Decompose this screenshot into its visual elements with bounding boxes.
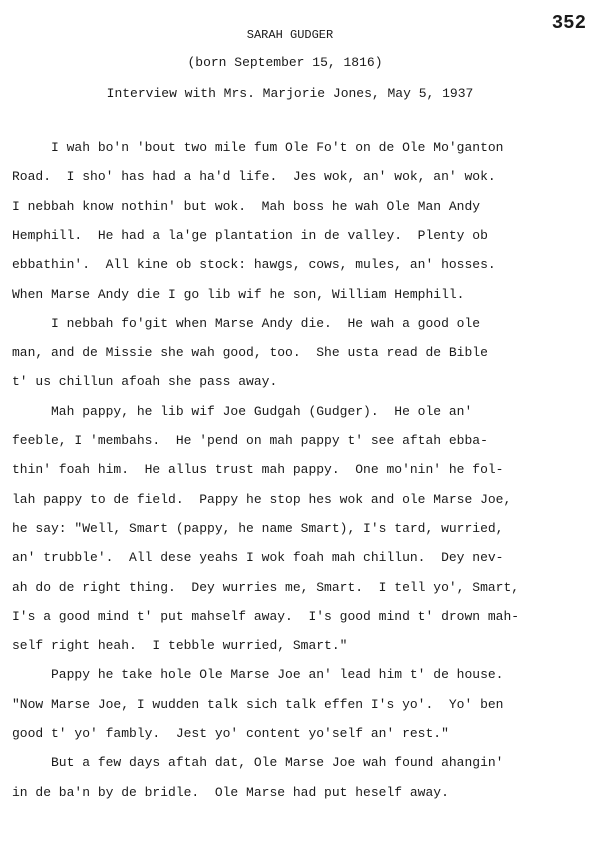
text-line: he say: "Well, Smart (pappy, he name Smart), I's tard, wurried, (12, 520, 504, 536)
text-line: good t' yo' fambly. Jest yo' content yo'self an' rest." (12, 726, 449, 741)
text-line: feeble, I 'membahs. He 'pend on mah pappy t' see aftah ebba- (12, 433, 488, 448)
page-number: 352 (551, 12, 586, 34)
text-line: lah pappy to de field. Pappy he stop hes wok and ole Marse Joe, (12, 491, 512, 507)
text-line: self right heah. I tebble wurried, Smart." (12, 638, 348, 654)
text-line: Road. I sho' has had a ha'd life. Jes wok, an' wok, an' wok. (12, 169, 496, 185)
text-line: an' trubble'. All dese yeahs I wok foah mah chillun. Dey nev- (12, 550, 504, 566)
interview-line: Interview with Mrs. Marjorie Jones, May 5, 1937 (106, 86, 474, 101)
text-line: in de ba'n by de bridle. Ole Marse had put heself away. (12, 784, 449, 800)
text-line: I wah bo'n 'bout two mile fum Ole Fo't on de Ole Mo'ganton (12, 140, 504, 155)
birth-date: (born September 15, 1816) (187, 55, 383, 70)
text-line: Hemphill. He had a la'ge plantation in de valley. Plenty ob (12, 227, 488, 243)
text-line: Mah pappy, he lib wif Joe Gudgah (Gudger). He ole an' (12, 403, 473, 419)
text-line: ebbathin'. All kine ob stock: hawgs, cows, mules, an' hosses. (12, 257, 496, 273)
text-line: I nebbah know nothin' but wok. Mah boss he wah Ole Man Andy (12, 198, 481, 214)
text-line: thin' foah him. He allus trust mah pappy. One mo'nin' he fol- (12, 462, 504, 478)
text-line: I nebbah fo'git when Marse Andy die. He wah a good ole (12, 315, 481, 331)
document-title: SARAH GUDGER (246, 28, 334, 42)
text-line: When Marse Andy die I go lib wif he son, William Hemphill. (12, 286, 465, 302)
text-line: ah do de right thing. Dey wurries me, Smart. I tell yo', Smart, (12, 579, 520, 595)
text-line: But a few days aftah dat, Ole Marse Joe wah found ahangin' (12, 755, 504, 771)
text-line: "Now Marse Joe, I wudden talk sich talk effen I's yo'. Yo' ben (12, 696, 504, 712)
text-line: t' us chillun afoah she pass away. (12, 374, 278, 390)
text-line: Pappy he take hole Ole Marse Joe an' lead him t' de house. (12, 667, 504, 683)
text-line: man, and de Missie she wah good, too. She usta read de Bible (12, 345, 488, 361)
text-line: I's a good mind t' put mahself away. I's good mind t' drown mah- (12, 608, 520, 624)
